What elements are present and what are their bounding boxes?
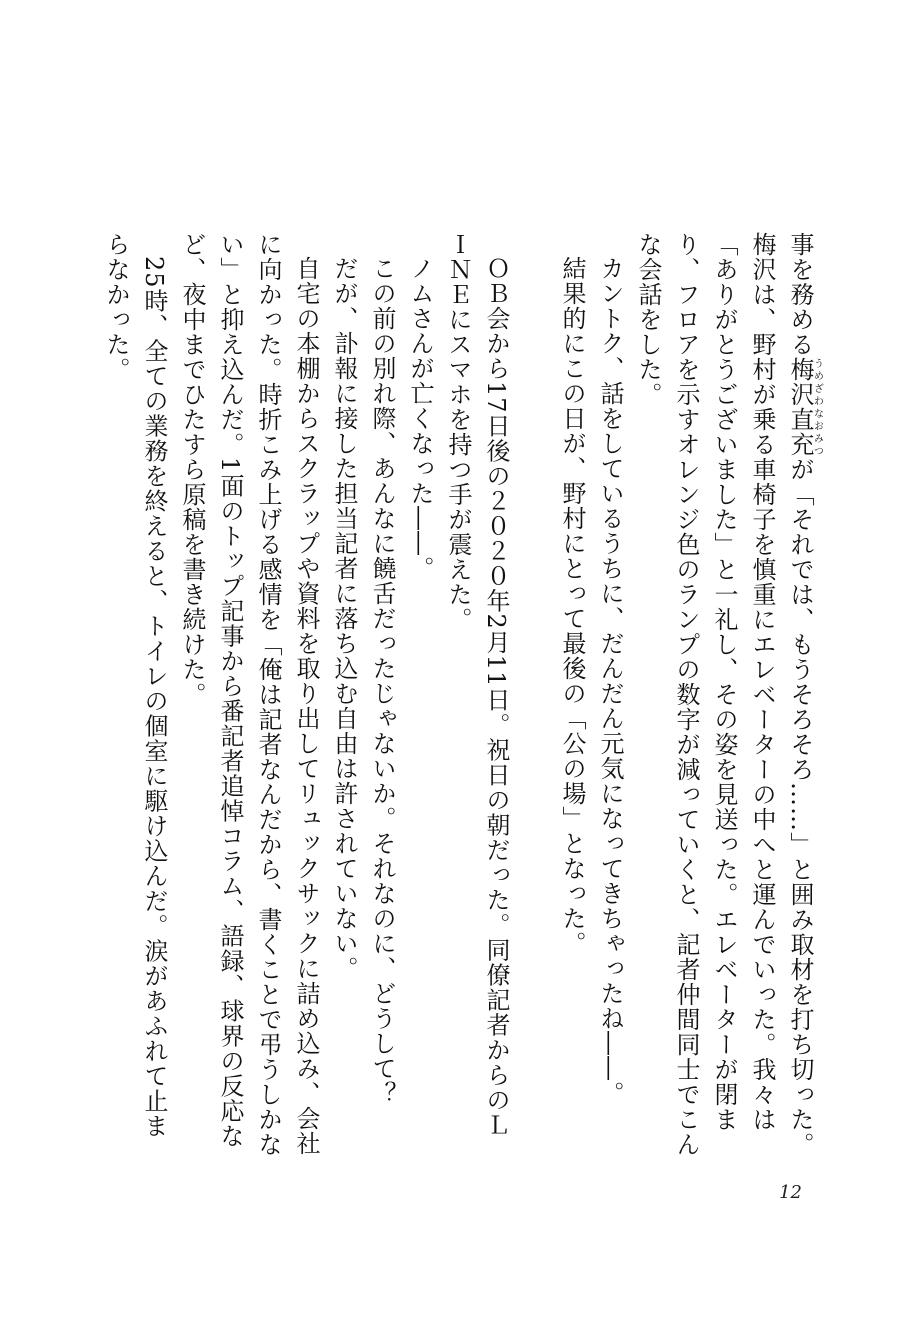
ruby-reading: うめざわなおみつ	[811, 357, 823, 457]
paragraph-5: ノムさんが亡くなった――。	[406, 256, 434, 581]
page-number: 12	[779, 1182, 802, 1203]
paragraph-1-rest: が「それでは、もうそろそろ……」と囲み取材を打ち切った。梅沢は、野村が乗る車椅子を慎重にエレベーターの中へと運んでいった。我々は「ありがとうございました」と一礼し、その姿を見送った。エレベーターが閉まり、フロアを示すオレンジ色のランプの数字が減っていくと、記者仲間同士でこんな会話をした。	[634, 232, 814, 1157]
paragraph-1	[629, 232, 822, 1162]
paragraph-4: ＯＢ会から17日後の２０２０年2月11日。祝日の朝だった。同僚記者からのＬＩＮＥにスマホを持つ手が震えた。	[444, 232, 510, 1138]
paragraph-9: 25時、全ての業務を終えると、トイレの個室に駆け込んだ。涙があふれて止まらなかった。	[102, 232, 168, 1139]
paragraph-1-start: 事を務める	[786, 232, 814, 357]
paragraph-6: この前の別れ際、あんなに饒舌だったじゃないか。それなのに、どうして？	[368, 256, 396, 1106]
paragraph-8: 自宅の本棚からスクラップや資料を取り出してリュックサックに詰め込み、会社に向かった。時折こみ上げる感情を「俺は記者なんだから、書くことで弔うしかない」と抑え込んだ。1面のトップ記事から番記者追悼コラム、語録、球界の反応など、夜中までひたすら原稿を書き続けた。	[178, 232, 320, 1157]
ruby-base: 梅沢直充	[786, 357, 814, 457]
section-break	[515, 232, 553, 233]
paragraph-2: カントク、話をしているうちに、だんだん元気になってきちゃったね――。	[596, 256, 624, 1106]
paragraph-7: だが、訃報に接した担当記者に落ち込む自由は許されていない。	[330, 256, 358, 981]
ruby-name	[786, 357, 823, 457]
paragraph-3: 結果的にこの日が、野村にとって最後の「公の場」となった。	[558, 256, 586, 956]
vertical-body-text	[62, 232, 822, 1162]
